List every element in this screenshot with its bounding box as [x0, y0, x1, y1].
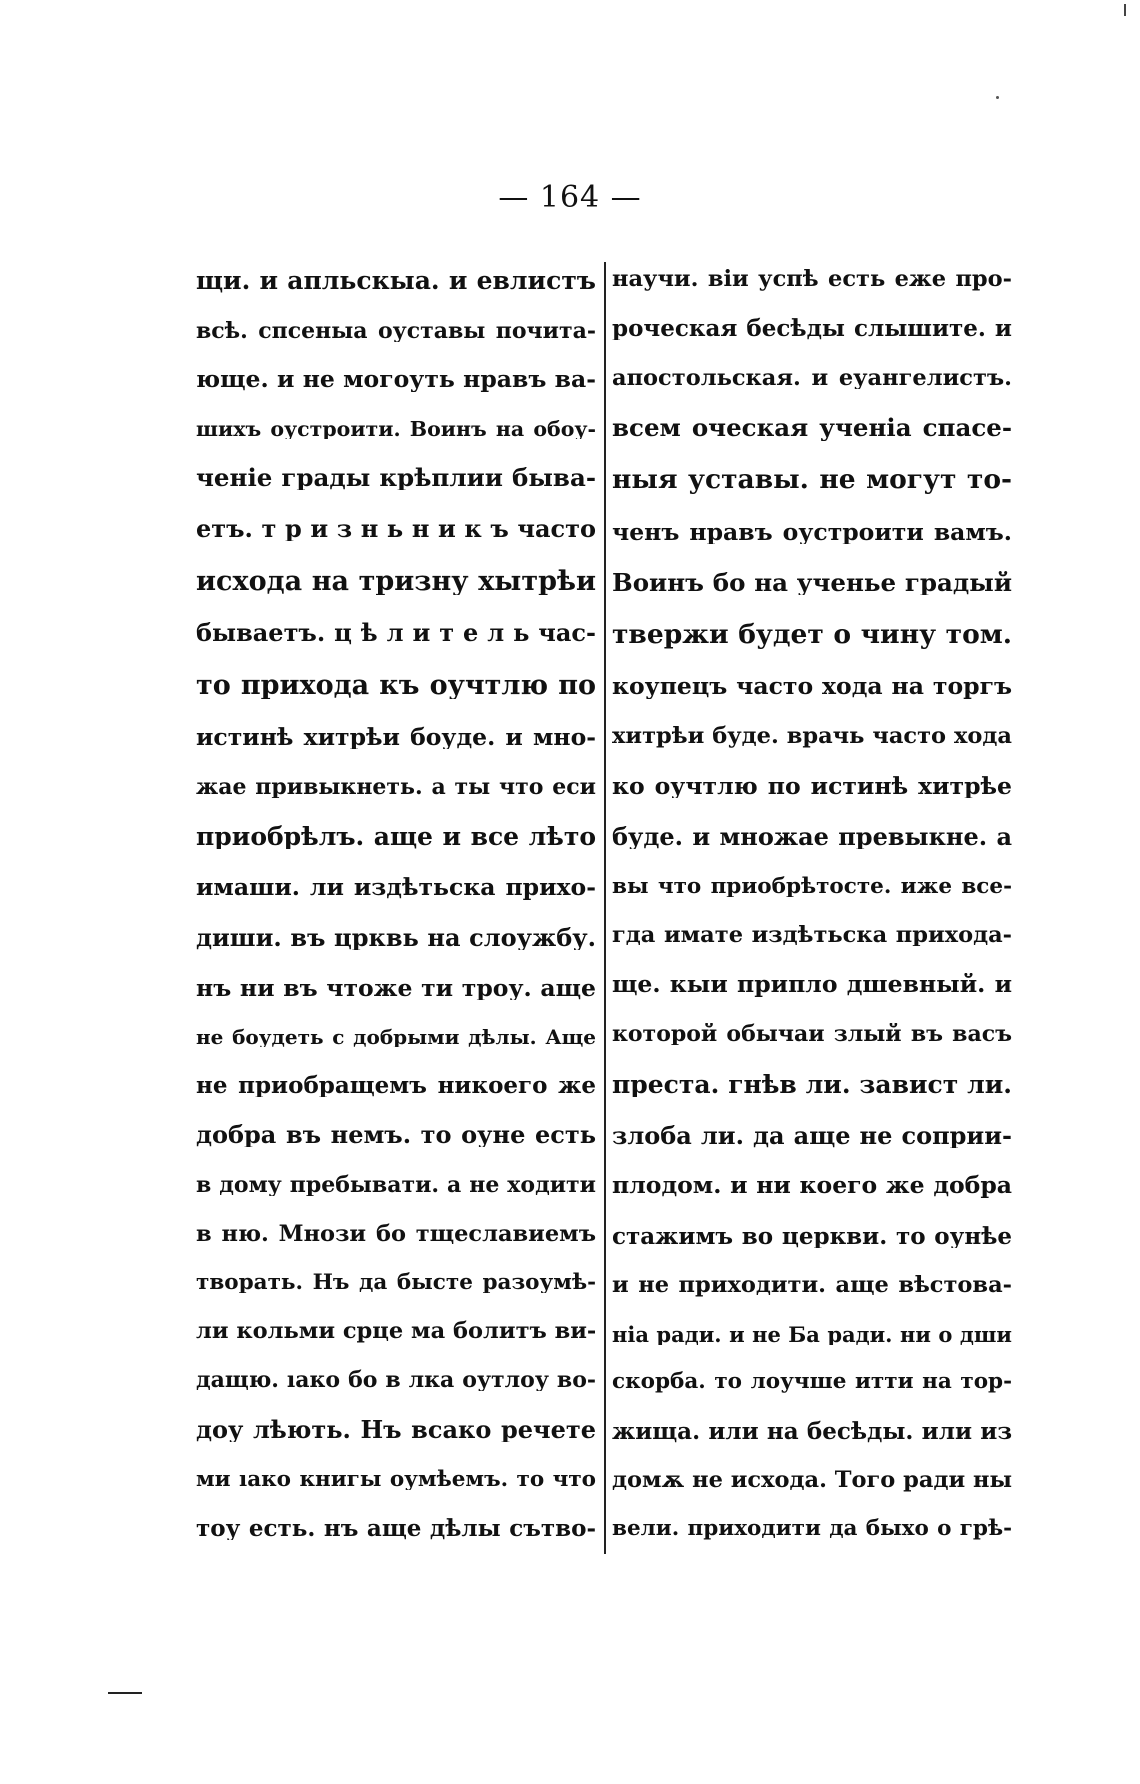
left-column-line: в ню. Мнози бо тщеславиемъ	[196, 1222, 596, 1246]
right-column-line: коупецъ часто хода на торгъ	[612, 675, 1012, 699]
page-number: — 164 —	[498, 180, 642, 215]
right-column-line: скорба. то лоучше итти на тор-	[612, 1371, 1012, 1393]
left-column-line: не боудеть с добрыми дѣлы. Аще	[196, 1027, 596, 1048]
left-column-line: доу лѣють. Нъ всако речете	[196, 1417, 596, 1442]
right-column-line: хитрѣи буде. врачь часто хода	[612, 725, 1012, 748]
right-column-line: твержи будет о чину том.	[612, 622, 1012, 649]
left-column-line: творать. Нъ да быcте разоумѣ-	[196, 1271, 596, 1294]
left-column-line: добра въ немъ. то оуне есть	[196, 1123, 596, 1148]
right-column-line: плодом. и ни коего же добра	[612, 1174, 1012, 1198]
right-column-line: ще. кыи припло дшевный. и	[612, 973, 1012, 997]
left-column-line: нъ ни въ чтоже ти троу. аще	[196, 976, 596, 1001]
right-column-line: Воинъ бо на ученье градый	[612, 570, 1012, 596]
left-column-line: приобрѣлъ. аще и все лѣто	[196, 824, 596, 850]
scan-speck	[996, 96, 999, 99]
left-column-line: всѣ. спсеныа оуставы почита-	[196, 319, 596, 342]
right-column-line: гда имате издѣтьска прихода-	[612, 923, 1012, 947]
left-column-line: ченіе грады крѣплии быва-	[196, 465, 596, 491]
right-column	[612, 268, 1012, 1540]
right-column-line: и не приходити. аще вѣстова-	[612, 1274, 1012, 1297]
left-column-line: исхода на тризну хытрѣи	[196, 567, 596, 595]
right-column-line: вы что приобрѣтосте. иже все-	[612, 875, 1012, 898]
corner-mark	[1124, 4, 1126, 16]
left-column	[196, 268, 596, 1540]
right-column-line: ніа ради. и не Ба ради. ни о дши	[612, 1323, 1012, 1345]
right-column-line: всем оческая ученіа спасе-	[612, 416, 1012, 441]
left-column-line: етъ. т р и з н ь н и к ъ часто	[196, 516, 596, 541]
right-column-line: злоба ли. да аще не соприи-	[612, 1123, 1012, 1148]
left-column-line: имаши. ли издѣтьска прихо-	[196, 876, 596, 900]
right-column-line: ко оучтлю по истинѣ хитрѣе	[612, 774, 1012, 799]
left-column-line: ли кольми срце ма болитъ ви-	[196, 1320, 596, 1343]
right-column-line: вели. приходити да быхо о грѣ-	[612, 1518, 1012, 1540]
right-column-line: буде. и множае превыкне. а	[612, 824, 1012, 849]
margin-rule	[108, 1692, 142, 1694]
right-column-line: научи. віи успѣ есть еже про-	[612, 268, 1012, 291]
right-column-line: ченъ нравъ оустроити вамъ.	[612, 520, 1012, 545]
left-column-line: истинѣ хитрѣи боуде. и мно-	[196, 725, 596, 750]
right-column-line: домѫ не исхода. Того ради ны	[612, 1469, 1012, 1492]
left-column-line: диши. въ црквь на слоужбу.	[196, 926, 596, 951]
right-column-line: которой обычаи злый въ васъ	[612, 1023, 1012, 1046]
right-column-line: роческая бесѣды слышите. и	[612, 317, 1012, 341]
right-column-line: ныя уставы. не могут то-	[612, 467, 1012, 494]
column-divider	[604, 262, 606, 1554]
left-column-line: шихъ оустроити. Воинъ на обоу-	[196, 418, 596, 440]
right-column-line: апостольская. и еуангелистъ.	[612, 366, 1012, 390]
left-column-line: в дому пребывати. а не ходити	[196, 1174, 596, 1197]
left-column-line: юще. и не могоуть нравъ ва-	[196, 368, 596, 392]
right-column-line: жища. или на бесѣды. или из	[612, 1419, 1012, 1443]
left-column-line: тоу есть. нъ аще дѣлы сътво-	[196, 1516, 596, 1540]
left-column-line: то прихода къ оучтлю по	[196, 671, 596, 699]
left-column-line: щи. и апльскыа. и евлистъ	[196, 268, 596, 293]
right-column-line: стажимъ во церкви. то оунѣе	[612, 1224, 1012, 1248]
left-column-line: бываетъ. ц ѣ л и т е л ь час-	[196, 621, 596, 646]
left-column-line: жае привыкнеть. а ты что еси	[196, 775, 596, 798]
left-column-line: ми ıако книгы оумѣемъ. то что	[196, 1468, 596, 1491]
left-column-line: дащю. ıако бо в лка оутлоу во-	[196, 1369, 596, 1392]
right-column-line: преста. гнѣв ли. завист ли.	[612, 1072, 1012, 1097]
left-column-line: не приобращемъ никоего же	[196, 1073, 596, 1097]
